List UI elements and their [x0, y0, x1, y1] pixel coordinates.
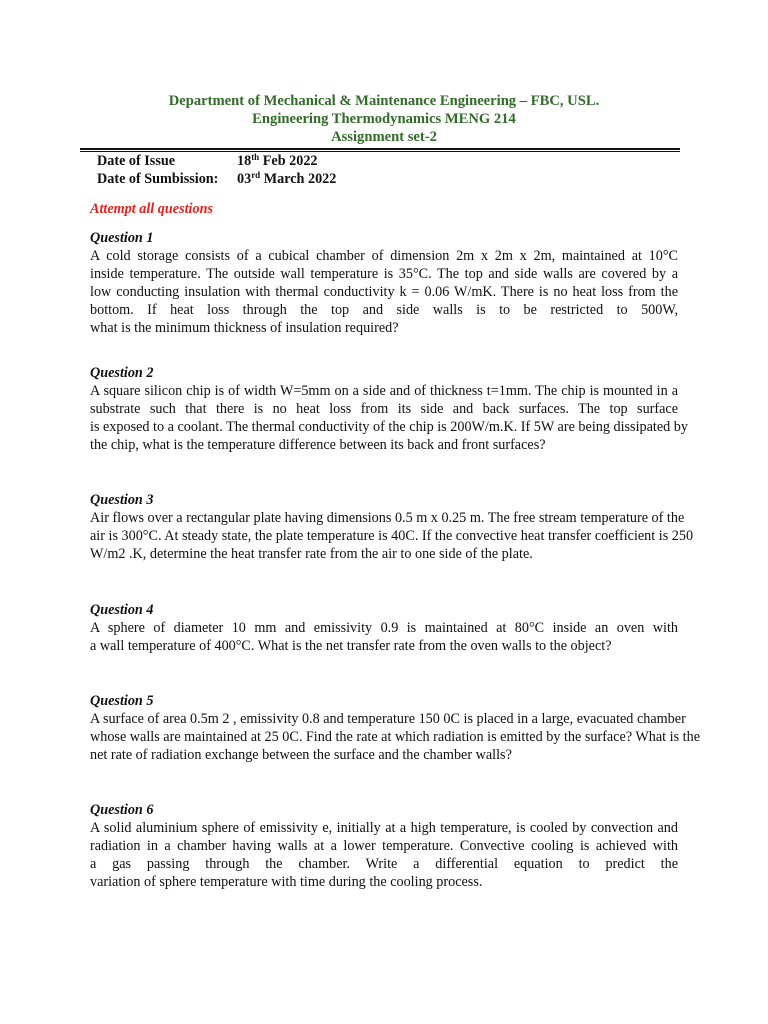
question-line: variation of sphere temperature with time during the cooling process. [90, 874, 483, 890]
submission-date-label: Date of Sumbission: [97, 171, 219, 187]
question-2 [90, 364, 688, 454]
submission-date-row [97, 170, 336, 188]
submission-date-value [237, 170, 336, 188]
question-1 [90, 229, 678, 337]
course-title: Engineering Thermodynamics MENG 214 [252, 111, 516, 127]
question-line: is exposed to a coolant. The thermal conductivity of the chip is 200W/m.K. If 5W are being dissipated by [90, 419, 688, 435]
assignment-title: Assignment set-2 [331, 129, 437, 145]
instruction-text: Attempt all questions [90, 201, 213, 217]
issue-date-label: Date of Issue [97, 153, 176, 169]
question-3 [90, 491, 694, 563]
question-line: Air flows over a rectangular plate having dimensions 0.5 m x 0.25 m. The free stream temperature of the [90, 510, 685, 526]
submission-date-day: 03 [237, 171, 252, 187]
question-line: inside temperature. The outside wall temperature is 35°C. The top and side walls are covered by a [90, 266, 678, 282]
submission-date-suffix: rd [251, 170, 261, 180]
question-line: what is the minimum thickness of insulation required? [90, 320, 399, 336]
question-line: substrate such that there is no heat loss from its side and back surfaces. The top surface [90, 401, 678, 417]
question-line: a wall temperature of 400°C. What is the net transfer rate from the oven walls to the object? [90, 638, 612, 654]
question-line: A solid aluminium sphere of emissivity e, initially at a high temperature, is cooled by convection and [90, 820, 678, 836]
issue-date-row [97, 152, 336, 170]
question-line: the chip, what is the temperature difference between its back and front surfaces? [90, 437, 546, 453]
submission-date-rest: March 2022 [260, 171, 337, 187]
question-line: A square silicon chip is of width W=5mm on a side and of thickness t=1mm. The chip is mounted in a [90, 383, 678, 399]
question-title: Question 4 [90, 602, 154, 618]
question-line: net rate of radiation exchange between the surface and the chamber walls? [90, 747, 512, 763]
issue-date-day: 18 [237, 153, 252, 169]
issue-date-rest: Feb 2022 [259, 153, 318, 169]
question-title: Question 6 [90, 802, 154, 818]
issue-date-value [237, 152, 318, 170]
question-line: A surface of area 0.5m 2 , emissivity 0.8 and temperature 150 0C is placed in a large, evacuated chamber [90, 711, 686, 727]
question-line: bottom. If heat loss through the top and side walls is to be restricted to 500W, [90, 302, 678, 318]
question-title: Question 2 [90, 365, 154, 381]
header-divider-thick [80, 148, 680, 150]
question-line: low conducting insulation with thermal conductivity k = 0.06 W/mK. There is no heat loss from the [90, 284, 678, 300]
document-header [90, 92, 678, 146]
question-6 [90, 801, 678, 891]
question-title: Question 1 [90, 230, 154, 246]
question-title: Question 3 [90, 492, 154, 508]
question-line: whose walls are maintained at 25 0C. Find the rate at which radiation is emitted by the surface? What is the [90, 729, 701, 745]
question-line: air is 300°C. At steady state, the plate temperature is 40C. If the convective heat transfer coefficient is 250 [90, 528, 694, 544]
department-title: Department of Mechanical & Maintenance Engineering – FBC, USL. [168, 93, 600, 109]
question-5 [90, 692, 701, 764]
question-4 [90, 601, 678, 655]
question-line: A cold storage consists of a cubical chamber of dimension 2m x 2m x 2m, maintained at 10°C [90, 248, 678, 264]
question-line: a gas passing through the chamber. Write a differential equation to predict the [90, 856, 678, 872]
question-line: A sphere of diameter 10 mm and emissivity 0.9 is maintained at 80°C inside an oven with [90, 620, 678, 636]
question-title: Question 5 [90, 693, 154, 709]
question-line: W/m2 .K, determine the heat transfer rate from the air to one side of the plate. [90, 546, 533, 562]
question-line: radiation in a chamber having walls at a lower temperature. Convective cooling is achieved with [90, 838, 678, 854]
issue-date-suffix: th [251, 152, 260, 162]
dates-block [97, 152, 336, 188]
